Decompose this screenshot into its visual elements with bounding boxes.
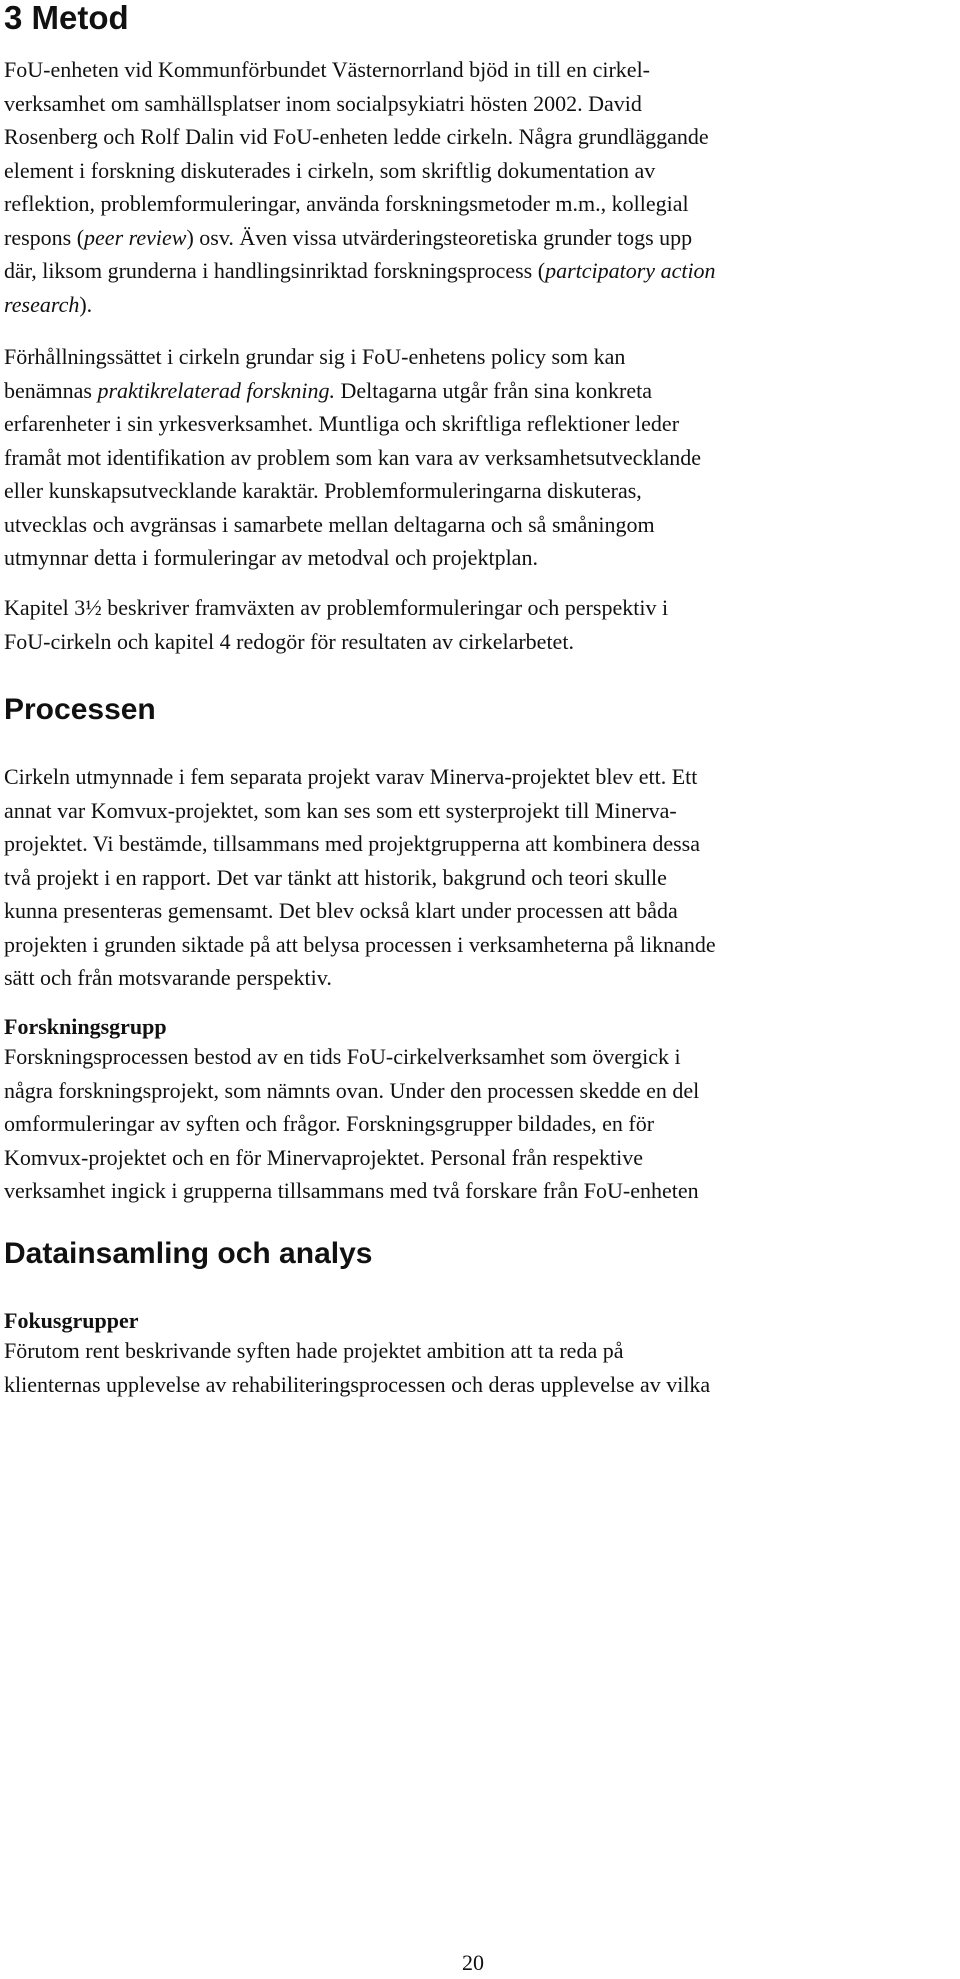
text-line: Forskningsprocessen bestod av en tids FoU-cirkelverksamhet som övergick i — [4, 1044, 681, 1069]
text-line: där, liksom grunderna i handlingsinriktad forskningsprocess (partcipatory action — [4, 258, 716, 283]
text-line: research). — [4, 291, 93, 317]
text-line: omformuleringar av syften och frågor. Forskningsgrupper bildades, en för — [4, 1111, 655, 1136]
text-line: respons (peer review) osv. Även vissa utvärderingsteoretiska grunder togs upp — [4, 224, 693, 250]
text-line: framåt mot identifikation av problem som kan vara av verksamhetsutvecklande — [4, 444, 702, 470]
text-line: projekten i grunden siktade på att belysa processen i verksamheterna på liknande — [4, 931, 716, 957]
italic-term: peer review — [84, 224, 187, 250]
text-line: Cirkeln utmynnade i fem separata projekt varav Minerva-projektet blev ett. Ett — [4, 764, 698, 789]
text-line: projektet. Vi bestämde, tillsammans med projektgrupperna att kombinera dessa — [4, 831, 700, 856]
subheading-forskningsgrupp: Forskningsgrupp — [4, 1014, 167, 1039]
chapter-heading: 3 Metod — [4, 0, 129, 36]
paragraph-forskningsgrupp — [4, 1040, 699, 1208]
section-heading-datainsamling: Datainsamling och analys — [4, 1237, 373, 1270]
text-line: utmynnar detta i formuleringar av metodval och projektplan. — [4, 545, 538, 570]
text-line: eller kunskapsutvecklande karaktär. Problemformuleringarna diskuteras, — [4, 478, 642, 503]
text-line: Förhållningssättet i cirkeln grundar sig i FoU-enhetens policy som kan — [4, 344, 626, 369]
italic-term: research — [4, 291, 80, 317]
text-line: erfarenheter i sin yrkesverksamhet. Muntliga och skriftliga reflektioner leder — [4, 411, 680, 436]
text-line: klienternas upplevelse av rehabiliteringsprocessen och deras upplevelse av vilka — [4, 1371, 711, 1397]
text-line: två projekt i en rapport. Det var tänkt att historik, bakgrund och teori skulle — [4, 864, 667, 890]
section-heading-processen: Processen — [4, 693, 156, 726]
subheading-fokusgrupper: Fokusgrupper — [4, 1308, 139, 1333]
paragraph-chapter-overview — [4, 591, 668, 658]
text-line: element i forskning diskuterades i cirkeln, som skriftlig dokumentation av — [4, 157, 656, 183]
text-line: Komvux-projektet och en för Minervaprojektet. Personal från respektive — [4, 1144, 644, 1170]
text-line: kunna presenteras gemensamt. Det blev också klart under processen att båda — [4, 898, 678, 923]
text-line: Förutom rent beskrivande syften hade projektet ambition att ta reda på — [4, 1338, 624, 1363]
text-line: Kapitel 3½ beskriver framväxten av problemformuleringar och perspektiv i — [4, 595, 669, 620]
text-line: annat var Komvux-projektet, som kan ses som ett systerprojekt till Minerva- — [4, 797, 677, 823]
text-line: FoU-enheten vid Kommunförbundet Västernorrland bjöd in till en cirkel- — [4, 57, 651, 82]
text-line: benämnas praktikrelaterad forskning. Deltagarna utgår från sina konkreta — [4, 377, 652, 403]
paragraph-intro — [4, 53, 716, 321]
paragraph-approach — [4, 340, 701, 575]
text-line: några forskningsprojekt, som nämnts ovan. Under den processen skedde en del — [4, 1077, 700, 1103]
page-number: 20 — [462, 1950, 484, 1975]
text-line: FoU-cirkeln och kapitel 4 redogör för resultaten av cirkelarbetet. — [4, 628, 574, 654]
text-line: reflektion, problemformuleringar, använda forskningsmetoder m.m., kollegial — [4, 191, 689, 216]
text-line: verksamhet om samhällsplatser inom socialpsykiatri hösten 2002. David — [4, 90, 642, 116]
text-line: utvecklas och avgränsas i samarbete mellan deltagarna och så småningom — [4, 511, 655, 537]
italic-term: praktikrelaterad forskning. — [97, 377, 335, 403]
paragraph-processen — [4, 760, 716, 995]
text-line: sätt och från motsvarande perspektiv. — [4, 965, 332, 990]
text-line: Rosenberg och Rolf Dalin vid FoU-enheten ledde cirkeln. Några grundläggande — [4, 124, 709, 149]
italic-term: partcipatory action — [545, 258, 716, 283]
text-line: verksamhet ingick i grupperna tillsammans med två forskare från FoU-enheten — [4, 1178, 699, 1203]
paragraph-fokusgrupper — [4, 1334, 710, 1401]
